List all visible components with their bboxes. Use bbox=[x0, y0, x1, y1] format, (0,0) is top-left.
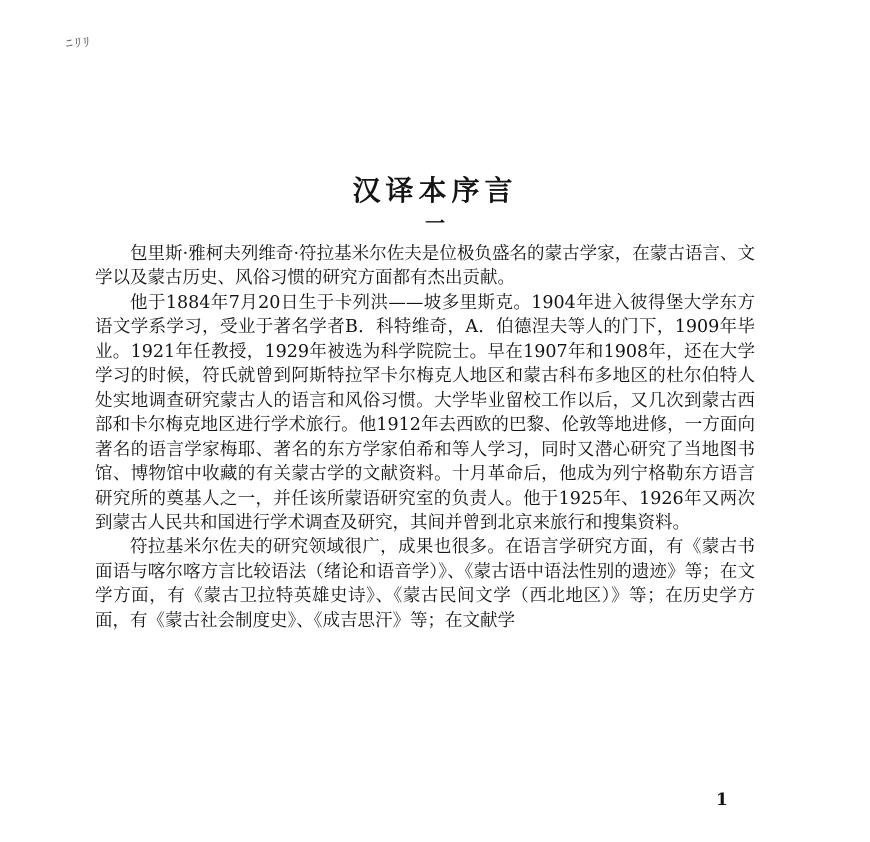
page-title: 汉译本序言 bbox=[352, 173, 518, 207]
body-text bbox=[95, 242, 755, 633]
paragraph-2: 他于1884年7月20日生于卡列洪——坡多里斯克。1904年进入彼得堡大学东方语文学系学习，受业于著名学者B．科特维奇，A．伯德涅夫等人的门下，1909年毕业。1921年任教授，1929年被选为科学院院士。早在1907年和1908年，还在大学学习的时候，符氏就曾到阿斯特拉罕卡尔梅克人地区和蒙古科布多地区的杜尔伯特人处实地调查研究蒙古人的语言和风俗习惯。大学毕业留校工作以后，又几次到蒙古西部和卡尔梅克地区进行学术旅行。他1912年去西欧的巴黎、伦敦等地进修，一方面向著名的语言学家梅耶、著名的东方学家伯希和等人学习，同时又潜心研究了当地图书馆、博物馆中收藏的有关蒙古学的文献资料。十月革命后，他成为列宁格勒东方语言研究所的奠基人之一，并任该所蒙语研究室的负责人。他于1925年、1926年又两次到蒙古人民共和国进行学术调查及研究，其间并曾到北京来旅行和搜集资料。 bbox=[95, 292, 755, 533]
paragraph-1: 包里斯·雅柯夫列维奇·符拉基米尔佐夫是位极负盛名的蒙古学家，在蒙古语言、文学以及蒙古历史、风俗习惯的研究方面都有杰出贡献。 bbox=[95, 244, 755, 289]
section-number: 一 bbox=[425, 211, 445, 235]
paragraph-3: 符拉基米尔佐夫的研究领域很广，成果也很多。在语言学研究方面，有《蒙古书面语与喀尔喀方言比较语法（绪论和语音学）》、《蒙古语中语法性别的遗迹》等；在文学方面，有《蒙古卫拉特英雄史诗》、《蒙古民间文学（西北地区）》等；在历史学方面，有《蒙古社会制度史》、《成吉思汗》等；在文献学 bbox=[95, 537, 755, 631]
page-number: 1 bbox=[716, 790, 728, 810]
corner-handwritten-mark: ﾆﾘﾘ bbox=[65, 35, 93, 52]
